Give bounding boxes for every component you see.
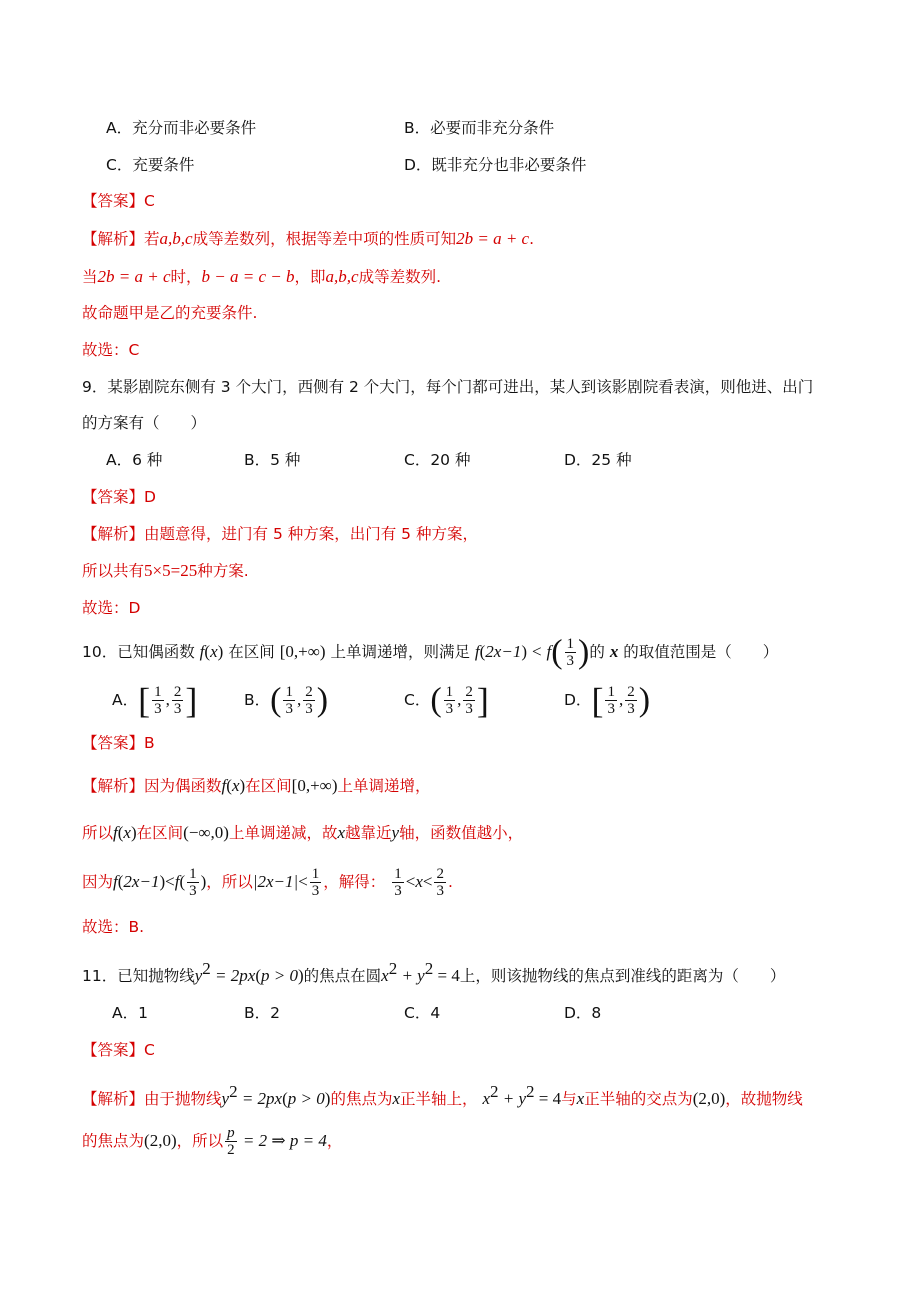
fraction	[187, 866, 199, 899]
bracket: [	[591, 680, 604, 721]
q11-option-a: A．1	[112, 1004, 148, 1022]
numerator: 1	[607, 684, 615, 700]
text: 种方案.	[197, 562, 249, 580]
paren: (	[117, 872, 124, 891]
text: 的取值范围是（ ）	[623, 643, 779, 661]
paren: )	[521, 642, 527, 661]
q8-option-d: D．既非充分也非必要条件	[404, 156, 587, 174]
text: .	[529, 230, 535, 248]
text: 因为	[82, 873, 114, 891]
math: f	[199, 642, 205, 661]
text: ，所以	[176, 1132, 224, 1150]
paren: )	[159, 872, 166, 891]
exponent: 2	[202, 959, 211, 978]
math: <	[298, 872, 308, 891]
q10-option-b	[244, 681, 329, 719]
explanation-tag: 【解析】	[82, 230, 145, 248]
q10-choice: 故选：B.	[82, 918, 145, 936]
math: x	[609, 642, 619, 661]
fraction	[605, 684, 617, 717]
denominator: 3	[173, 701, 182, 717]
paren: (	[282, 1089, 288, 1108]
comma: ,	[296, 690, 302, 709]
paren: (	[479, 642, 486, 661]
denominator: 3	[627, 701, 635, 717]
paren: )	[130, 823, 137, 842]
q9-stem-line-1: 9．某影剧院东侧有 3 个大门，西侧有 2 个大门，每个门都可进出，某人到该影剧院看表演，则他进、出门	[82, 378, 814, 396]
option-label: C．	[404, 691, 431, 709]
denominator: 3	[566, 653, 575, 669]
answer-tag: 【答案】	[82, 488, 145, 506]
math: 0,+∞	[297, 776, 332, 795]
numerator: 1	[154, 684, 162, 700]
text: 上，则该抛物线的焦点到准线的距离为（ ）	[459, 967, 786, 985]
text: 11．已知抛物线	[82, 967, 195, 985]
math: f	[221, 776, 227, 795]
q8-explanation-line-1	[82, 228, 534, 250]
text: .	[447, 873, 453, 891]
numerator: 2	[465, 684, 473, 700]
paren: (	[226, 776, 232, 795]
q8-explanation-line-3: 故命题甲是乙的充要条件.	[82, 304, 258, 322]
q9-explanation-line-2	[82, 560, 249, 582]
q9-choice: 故选：D	[82, 599, 141, 617]
math: x	[392, 1089, 400, 1108]
numerator: 2	[173, 684, 182, 700]
paren: )	[297, 966, 304, 985]
q9-option-d: D．25 种	[564, 451, 632, 469]
math: + y	[397, 966, 425, 985]
exponent: 2	[526, 1082, 535, 1101]
text: 与	[561, 1090, 577, 1108]
math: 2x−1	[123, 872, 160, 891]
paren: )	[319, 642, 326, 661]
exponent: 2	[229, 1082, 238, 1101]
q10-option-a	[112, 680, 198, 721]
math: = 4	[534, 1089, 562, 1108]
math: 2x−1	[485, 642, 522, 661]
q8-answer	[82, 190, 155, 212]
explanation-tag: 【解析】	[82, 525, 145, 543]
denominator: 3	[394, 883, 402, 899]
math: 2b = a + c	[97, 267, 171, 286]
text: ，即	[294, 268, 326, 286]
math: y	[221, 1089, 230, 1108]
fraction	[625, 684, 637, 717]
q10-explanation-line-1	[82, 775, 431, 797]
fraction	[303, 684, 315, 717]
math: f	[546, 642, 552, 661]
text: 的焦点为	[330, 1090, 393, 1108]
text: 正半轴上，	[400, 1090, 478, 1108]
exponent: 2	[424, 959, 434, 978]
paren: )	[719, 1089, 726, 1108]
math: b − a = c − b	[201, 267, 295, 286]
denominator: 3	[436, 883, 444, 899]
fraction	[434, 866, 446, 899]
math: 2b = a + c	[456, 229, 530, 248]
math: x	[576, 1089, 585, 1108]
text: 越靠近	[345, 824, 392, 842]
q8-option-b: B．必要而非充分条件	[404, 119, 555, 137]
denominator: 3	[305, 701, 313, 717]
text: 若	[144, 230, 160, 248]
q10-option-c	[404, 680, 489, 721]
text: 正半轴的交点为	[584, 1090, 693, 1108]
q11-option-c: C．4	[404, 1004, 441, 1022]
math: a,b,c	[325, 267, 359, 286]
q8-option-a: A．充分而非必要条件	[106, 119, 257, 137]
option-label: B．	[244, 691, 271, 709]
q10-stem	[82, 633, 779, 671]
fraction	[392, 866, 404, 899]
math: p > 0	[287, 1089, 325, 1108]
q8-explanation-line-2	[82, 266, 441, 288]
numerator: 2	[436, 866, 444, 882]
paren: (	[117, 823, 124, 842]
fraction	[444, 684, 456, 717]
math: y	[391, 823, 400, 842]
fraction	[565, 636, 577, 669]
math: 2,0	[698, 1089, 720, 1108]
math: f	[113, 823, 118, 842]
paren: )	[170, 1131, 177, 1150]
text: 由题意得，进门有 5 种方案，出门有 5 种方案，	[144, 525, 478, 543]
text: 时，	[170, 268, 202, 286]
text: 当	[82, 268, 98, 286]
q8-choice: 故选：C	[82, 341, 140, 359]
q10-explanation-line-2	[82, 822, 523, 844]
math: 0,+∞	[285, 642, 320, 661]
q11-explanation-line-2	[82, 1125, 342, 1158]
text: ，解得：	[323, 873, 386, 891]
math: <	[531, 642, 542, 661]
comma: ,	[457, 690, 462, 709]
bracket: ]	[476, 680, 489, 721]
paren: )	[578, 633, 590, 671]
q10-option-d	[564, 680, 651, 721]
math: (−∞,0)	[183, 823, 229, 842]
math: <	[422, 872, 433, 891]
numerator: 1	[394, 866, 402, 882]
numerator: 1	[189, 866, 197, 882]
answer-tag: 【答案】	[82, 192, 145, 210]
math: p > 0	[260, 966, 298, 985]
math: <	[405, 872, 416, 891]
q9-option-c: C．20 种	[404, 451, 471, 469]
q9-explanation-line-1	[82, 523, 478, 545]
explanation-tag: 【解析】	[82, 1090, 145, 1108]
math: 2,0	[149, 1131, 171, 1150]
text: ，故抛物线	[725, 1090, 803, 1108]
numerator: 1	[311, 866, 320, 882]
q8-option-c: C．充要条件	[106, 156, 195, 174]
math: x	[123, 823, 131, 842]
text: 上单调递减，故	[228, 824, 338, 842]
text: 在区间	[245, 777, 292, 795]
math: 5×5=25	[144, 561, 198, 580]
fraction	[225, 1125, 237, 1158]
explanation-tag: 【解析】	[82, 777, 145, 795]
fraction	[152, 684, 164, 717]
q9-answer	[82, 486, 156, 508]
text: 上单调递增，则满足	[330, 643, 470, 661]
fraction	[310, 866, 322, 899]
math: = 4	[433, 966, 460, 985]
denominator: 2	[227, 1142, 235, 1158]
q11-option-d: D．8	[564, 1004, 602, 1022]
math: = 2px	[237, 1089, 283, 1108]
q10-answer	[82, 732, 155, 754]
denominator: 3	[445, 701, 454, 717]
math: |2x−1|	[252, 872, 299, 891]
bracket: ]	[185, 680, 198, 721]
math: f	[474, 642, 480, 661]
text: 由于抛物线	[144, 1090, 222, 1108]
math: x	[482, 1089, 490, 1108]
text: 上单调递增，	[337, 777, 431, 795]
option-label: D．	[564, 691, 592, 709]
paren: )	[200, 872, 207, 891]
comma: ,	[618, 690, 624, 709]
paren: (	[430, 681, 442, 719]
text: 的	[589, 643, 605, 661]
comma: ,	[165, 690, 170, 709]
answer-value: B	[144, 734, 155, 752]
bracket: [	[279, 642, 286, 661]
exponent: 2	[490, 1082, 499, 1101]
q9-option-a: A．6 种	[106, 451, 163, 469]
paren: )	[239, 776, 246, 795]
denominator: 3	[285, 701, 293, 717]
answer-value: C	[144, 1041, 155, 1059]
option-label: A．	[112, 691, 139, 709]
answer-tag: 【答案】	[82, 1041, 145, 1059]
denominator: 3	[154, 701, 162, 717]
text: 因为偶函数	[144, 777, 222, 795]
text: ，	[326, 1132, 343, 1150]
math: a,b,c	[159, 229, 193, 248]
fraction	[283, 684, 295, 717]
paren: (	[179, 872, 186, 891]
numerator: 2	[627, 684, 635, 700]
numerator: 2	[305, 684, 313, 700]
answer-value: D	[144, 488, 156, 506]
q10-explanation-line-3	[82, 866, 453, 899]
q11-explanation-line-1	[82, 1081, 803, 1110]
math: x	[337, 823, 345, 842]
q11-option-b: B．2	[244, 1004, 280, 1022]
math: f	[174, 872, 180, 891]
paren: (	[144, 1131, 150, 1150]
math: + y	[498, 1089, 527, 1108]
denominator: 3	[189, 883, 197, 899]
text: 成等差数列，根据等差中项的性质可知	[192, 230, 457, 248]
math: <	[165, 872, 175, 891]
bracket: [	[138, 680, 151, 721]
bracket: [	[291, 776, 298, 795]
text: 所以	[82, 824, 114, 842]
paren: (	[204, 642, 211, 661]
text: 的焦点在圆	[303, 967, 382, 985]
paren: (	[692, 1089, 699, 1108]
exponent: 2	[388, 959, 398, 978]
math: x	[210, 642, 218, 661]
math: x	[231, 776, 240, 795]
paren: )	[638, 681, 651, 719]
fraction	[463, 684, 475, 717]
math: f	[113, 872, 118, 891]
text: 所以共有	[82, 562, 145, 580]
math: = 2px	[210, 966, 256, 985]
paren: (	[551, 633, 563, 671]
text: 成等差数列.	[358, 268, 441, 286]
answer-value: C	[144, 192, 155, 210]
text: 轴，函数值越小，	[399, 824, 524, 842]
math: = 2 ⇒ p = 4	[238, 1131, 327, 1150]
fraction	[172, 684, 184, 717]
numerator: 1	[285, 684, 293, 700]
text: 10．已知偶函数	[82, 643, 195, 661]
denominator: 3	[607, 701, 615, 717]
text: 的焦点为	[82, 1132, 145, 1150]
paren: (	[270, 681, 282, 719]
text: 在区间	[136, 824, 184, 842]
numerator: 1	[445, 684, 454, 700]
denominator: 3	[311, 883, 320, 899]
q11-answer	[82, 1039, 155, 1061]
answer-tag: 【答案】	[82, 734, 145, 752]
paren: (	[255, 966, 261, 985]
math: x	[381, 966, 389, 985]
q9-stem-line-2: 的方案有（ ）	[82, 414, 207, 432]
numerator: p	[227, 1125, 235, 1141]
denominator: 3	[465, 701, 473, 717]
math: x	[415, 872, 423, 891]
numerator: 1	[566, 636, 575, 652]
paren: )	[331, 776, 338, 795]
paren: )	[324, 1089, 331, 1108]
math: y	[194, 966, 203, 985]
text: ，所以	[206, 873, 253, 891]
paren: )	[217, 642, 224, 661]
q9-option-b: B．5 种	[244, 451, 301, 469]
text: 在区间	[228, 643, 275, 661]
q11-stem	[82, 958, 785, 987]
paren: )	[316, 681, 329, 719]
